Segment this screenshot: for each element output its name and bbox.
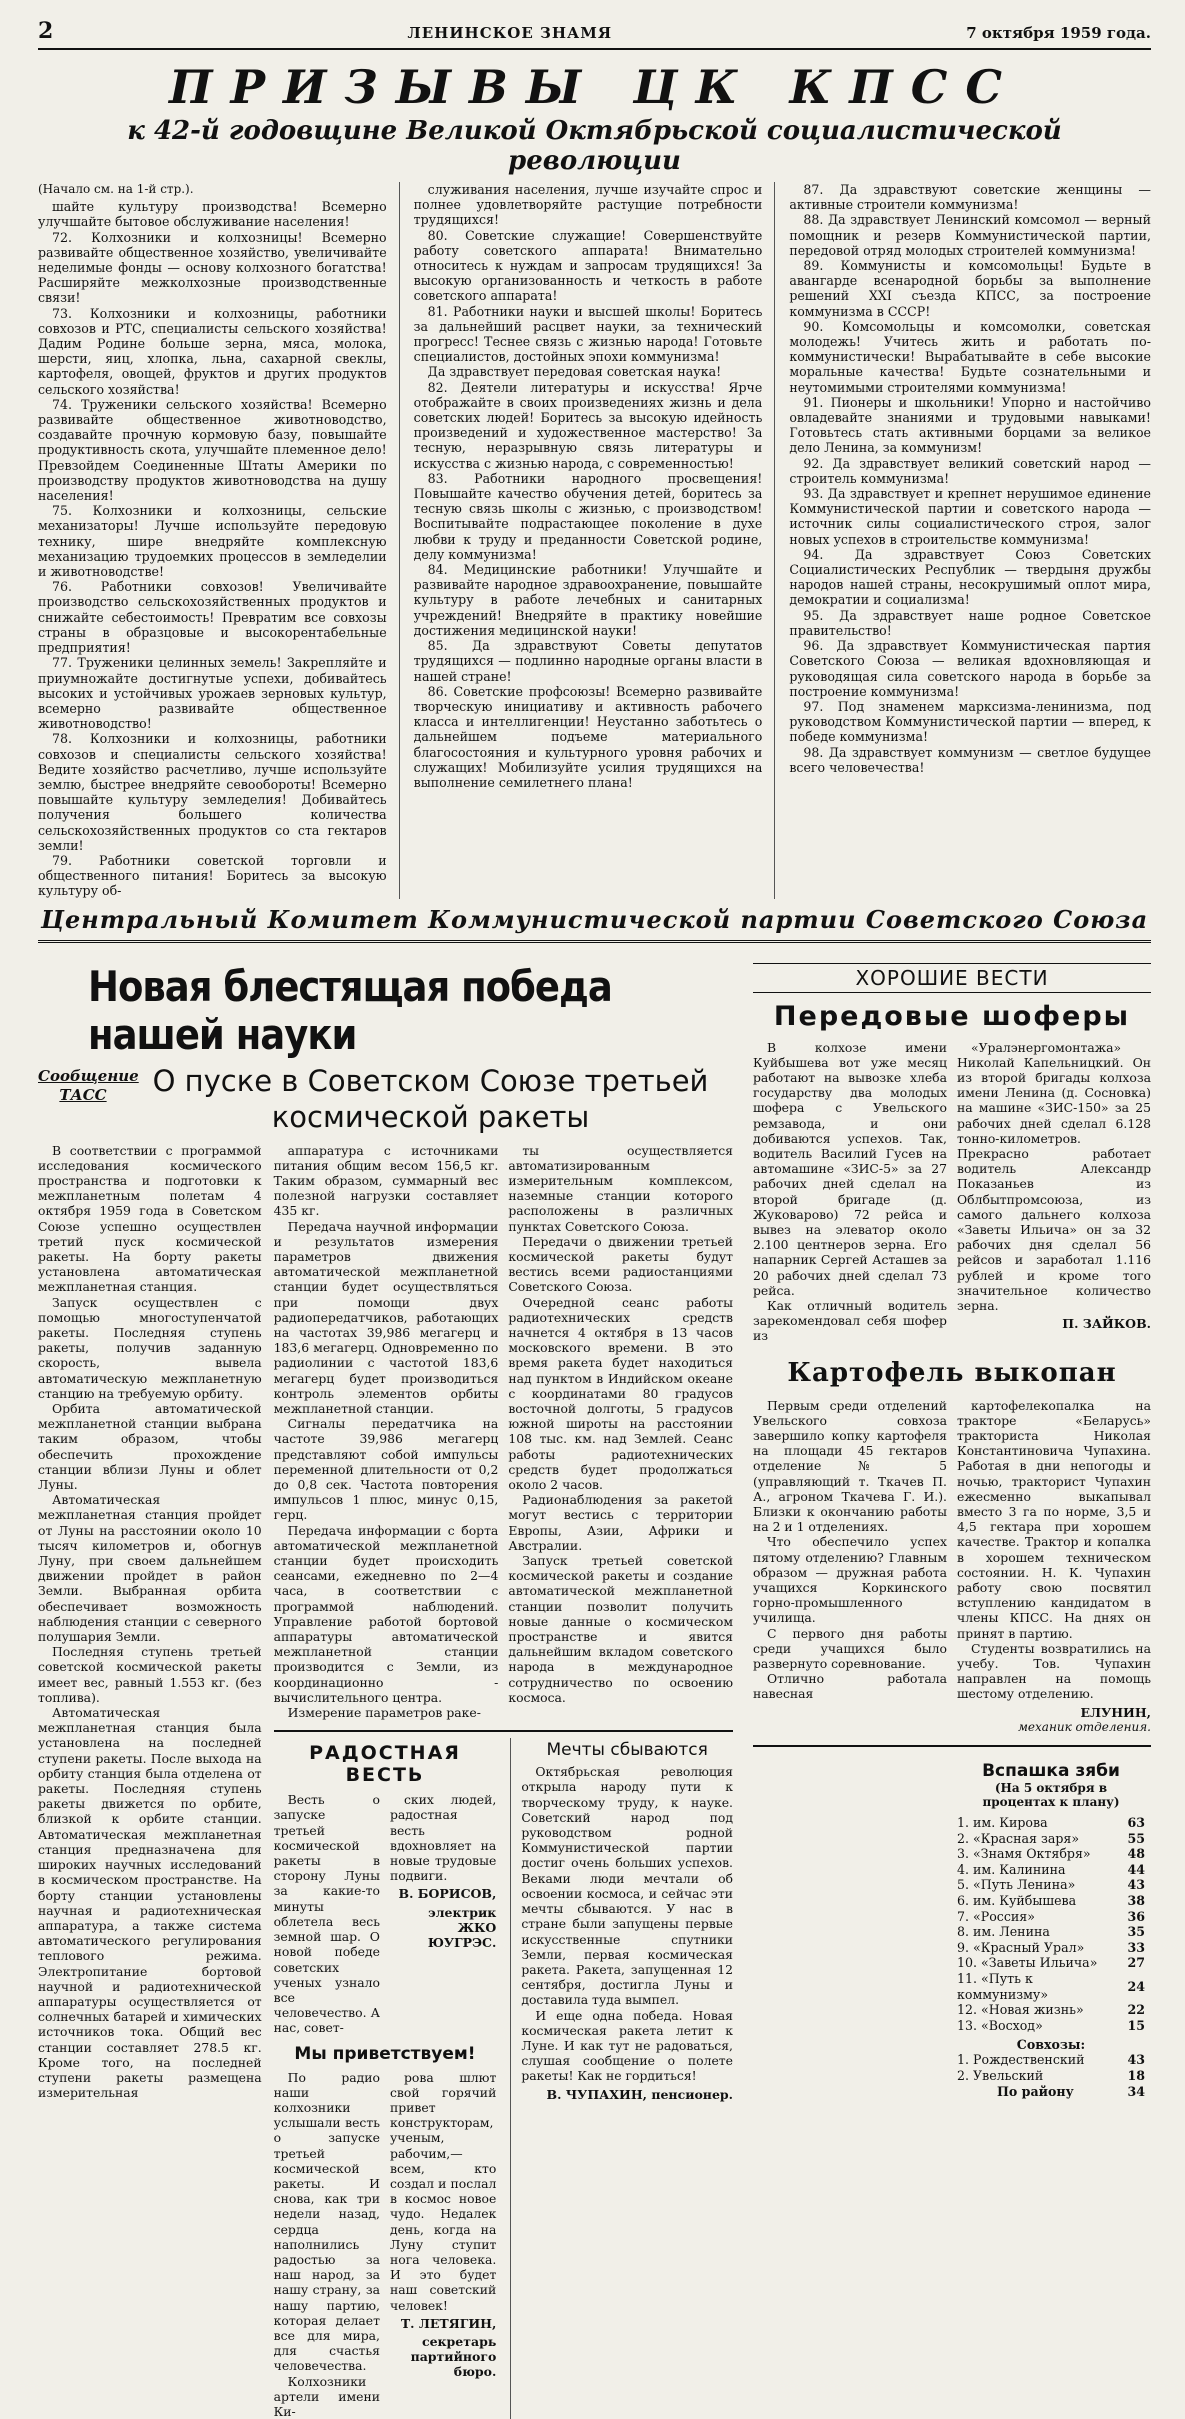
paragraph: 87. Да здравствуют советские женщины — активные строители коммунизма! — [789, 182, 1151, 213]
appeals-column-3 — [789, 182, 1151, 899]
row-name: 4. им. Калинина — [957, 1861, 1066, 1877]
potato-title: Картофель выкопан — [787, 1357, 1117, 1388]
paragraph: Отлично работала навесная — [753, 1671, 947, 1702]
plowing-table-box — [957, 1761, 1151, 2099]
paragraph: 92. Да здравствует великий советский народ — строитель коммунизма! — [789, 455, 1151, 486]
paragraph: 78. Колхозники и колхозницы, работники совхозов и специалисты сельского хозяйства! Ведите хозяйство расчетливо, лучше используйте землю, быстрее внедряйте севообороты! Всемерно повышайте культуру земледелия! Добивайтесь получения большего количества сельскохозяйственных продуктов со ста гектаров земли! — [38, 731, 387, 853]
greet-column-1 — [274, 2070, 380, 2419]
paragraph: Весть о запуске третьей космической ракеты в сторону Луны за какие-то минуты облетела весь земной шар. О новой победе советских ученых узнало все человечество. А нас, совет- — [273, 1792, 380, 2036]
row-name: 7. «Россия» — [957, 1908, 1035, 1924]
right-column — [753, 951, 1151, 2419]
paragraph: Студенты возвратились на учебу. Тов. Чупахин направлен на помощь шестому отделению. — [957, 1640, 1151, 1702]
row-name: 12. «Новая жизнь» — [957, 2002, 1084, 2018]
paragraph: Передача информации с борта автоматической межпланетной станции будет происходить сеансами, ежедневно по 2—4 часа, в соответствии с программой наблюдений. Управление работой бортовой аппаратуры автоматической межпланетной станции производится с Земли, из координационно - вычислительного центра. — [273, 1522, 499, 1705]
drivers-column-2 — [957, 1040, 1151, 1344]
greet-columns — [274, 2070, 497, 2419]
reactions-box — [274, 1730, 733, 2419]
paragraph: Орбита автоматической межпланетной станции выбрана таким образом, чтобы обеспечить прохождение станции вблизи Луны и облет Луны. — [38, 1401, 262, 1493]
row-value: 38 — [1127, 1893, 1145, 1909]
table-row — [957, 2002, 1145, 2018]
row-value: 55 — [1127, 1830, 1145, 1846]
science-column-3 — [508, 1143, 733, 1721]
paragraph: 84. Медицинские работники! Улучшайте и развивайте народное здравоохранение, повышайте культуру в работе лечебных и санитарных учреждений! Внедряйте в практику новейшие достижения медицинской науки! — [413, 562, 763, 638]
appeals-title: ПРИЗЫВЫ ЦК КПСС — [169, 60, 1020, 114]
greet-author: Т. ЛЕТЯГИН, — [400, 2315, 497, 2331]
paragraph: В колхозе имени Куйбышева вот уже месяц работают на вывозке хлеба государству два молодых шофера с Увельского ремзавода, и они добиваются успехов. Так, водитель Василий Гусев на автомашине «ЗИС-5» за 27 рабочих дней сделал на второй бригаде (д. Жуковарово) 72 рейса и вывез на элеватор около 2.100 центнеров зерна. Его напарник Сергей Асташев за 20 рабочих дней сделал 73 рейса. — [753, 1039, 947, 1298]
greet-title: Мы приветствуем! — [294, 2043, 476, 2064]
table-row — [957, 1846, 1145, 1862]
row-value: 36 — [1127, 1908, 1145, 1924]
paragraph: Передачи о движении третьей космической ракеты будут вестись всеми радиостанциями Советского Союза. — [508, 1233, 733, 1295]
paragraph: 76. Работники совхозов! Увеличивайте производство сельскохозяйственных продуктов и снижайте себестоимость! Превратим все совхозы страны в образцовые и высокорентабельные предприятия! — [38, 579, 387, 656]
science-columns — [38, 1143, 733, 2419]
paragraph: 80. Советские служащие! Совершенствуйте работу советского аппарата! Внимательно относитесь к нуждам и запросам трудящихся! За высокую организованность и четкость в работе советского аппарата! — [413, 227, 763, 304]
dreams-article — [510, 1738, 733, 2419]
paragraph: Измерение параметров раке- — [287, 1705, 481, 1721]
greet-author-title: секретарь партийного бюро. — [410, 2333, 497, 2380]
table-row — [957, 2084, 1145, 2100]
potato-column-1 — [753, 1398, 947, 1735]
drivers-columns — [753, 1040, 1151, 1344]
sovkhoz-table — [957, 2052, 1145, 2083]
row-name: 3. «Знамя Октября» — [957, 1846, 1091, 1862]
paragraph: Сигналы передатчика на частоте 39,986 мегагерц представляют собой импульсы переменной длительности от 0,2 до 0,8 сек. Частота повторения импульсов 1 плюс, минус 0,15, герц. — [273, 1416, 499, 1523]
paragraph: Последняя ступень третьей советской космической ракеты имеет вес, равный 1.553 кг. (без топлива). — [38, 1644, 262, 1705]
paragraph: Запуск третьей советской космической ракеты и создание автоматической межпланетной станции позволит получить новые данные о космическом пространстве и явится дальнейшим вкладом советского народа в международное сотрудничество по освоению космоса. — [508, 1553, 733, 1705]
radost-columns — [274, 1792, 497, 2035]
science-subhead-row — [38, 1063, 733, 1135]
paragraph: Что обеспечило успех пятому отделению? Главным образом — дружная работа учащихся Коркинского горно-промышленного училища. — [753, 1534, 947, 1626]
tass-label: Сообщение ТАСС — [38, 1066, 139, 1104]
science-right-area — [274, 1143, 733, 2419]
row-name: 5. «Путь Ленина» — [957, 1877, 1076, 1893]
drivers-column-1 — [753, 1040, 947, 1344]
table-row — [957, 2018, 1145, 2034]
row-value: 33 — [1127, 1939, 1145, 1955]
row-value: 63 — [1127, 1815, 1145, 1831]
row-value: 44 — [1127, 1861, 1145, 1877]
table-row — [957, 1815, 1145, 1831]
total-value: 34 — [1127, 2083, 1145, 2099]
paper-name: ЛЕНИНСКОЕ ЗНАМЯ — [407, 24, 613, 42]
paragraph: рова шлют свой горячий привет конструкторам, ученым, рабочим,—всем, кто создал и послал в космос новое чудо. Недалек день, когда на Луну ступит нога человека. И это будет наш советский человек! — [389, 2069, 497, 2313]
paragraph: 98. Да здравствует коммунизм — светлое будущее всего человечества! — [789, 744, 1151, 775]
paragraph: картофелекопалка на тракторе «Беларусь» тракториста Николая Константиновича Чупахина. Работая в дни непогоды и ночью, тракторист Чупахин ежесменно выкапывал вместо 3 га по норме, 3,5 и 4,5 гектара при хорошем качестве. Трактор и копалка в хорошем техническом состоянии. Н. К. Чупахин работу свою посвятил вступлению кандидатом в члены КПСС. На днях он принят в партию. — [957, 1397, 1151, 1641]
paragraph: С первого дня работы среди учащихся было развернуто соревнование. — [753, 1625, 947, 1672]
paragraph: 88. Да здравствует Ленинский комсомол — верный помощник и резерв Коммунистической партии, передовой отряд молодых строителей коммунизма! — [789, 212, 1151, 258]
row-name: 2. «Красная заря» — [957, 1830, 1080, 1846]
science-article — [38, 951, 733, 2419]
row-name: 1. им. Кирова — [957, 1815, 1048, 1831]
paragraph: Как отличный водитель зарекомендовал себя шофер из — [753, 1298, 947, 1344]
radost-column-2 — [390, 1792, 496, 2035]
paragraph: По радио наши колхозники услышали весть о запуске третьей космической ракеты. И снова, как три недели назад, сердца наполнились радостью за наш народ, за нашу страну, за нашу партию, которая делает все для мира, для счастья человечества. — [273, 2069, 380, 2374]
row-value: 18 — [1127, 2067, 1145, 2083]
issue-date: 7 октября 1959 года. — [966, 24, 1151, 42]
science-column-2 — [274, 1143, 499, 1721]
table-row — [957, 1862, 1145, 1878]
row-value: 43 — [1127, 2052, 1145, 2068]
appeals-signature: Центральный Комитет Коммунистической партии Советского Союза — [38, 905, 1151, 943]
paragraph: Да здравствует передовая советская наука! — [427, 364, 722, 380]
radost-title: РАДОСТНАЯ ВЕСТЬ — [309, 1742, 461, 1787]
paragraph: 90. Комсомольцы и комсомолки, советская молодежь! Учитесь жить и работать по-коммунистически! Вырабатывайте в себе высокие моральные качества! Будьте сознательными и неутомимыми строителями коммунизма! — [789, 318, 1151, 395]
total-label: По району — [997, 2083, 1074, 2099]
potato-column-2 — [957, 1398, 1151, 1735]
dreams-title: Мечты сбываются — [546, 1740, 708, 1761]
row-name: 1. Рождественский — [957, 2052, 1085, 2068]
paragraph: шайте культуру производства! Всемерно улучшайте бытовое обслуживание населения! — [38, 199, 387, 230]
good-news-label: ХОРОШИЕ ВЕСТИ — [753, 963, 1151, 993]
row-name: 11. «Путь к коммунизму» — [957, 1971, 1049, 2002]
sovkhoz-label: Совхозы: — [1016, 2037, 1086, 2053]
paragraph: Колхозники артели имени Ки- — [273, 2373, 380, 2419]
potato-author: ЕЛУНИН, — [1080, 1704, 1151, 1720]
paragraph: ты осуществляется автоматизированным измерительным комплексом, наземные станции которого расположены в различных пунктах Советского Союза. — [508, 1142, 733, 1234]
continued-note: (Начало см. на 1-й стр.). — [38, 182, 194, 196]
plowing-subtitle: (На 5 октября в процентах к плану) — [982, 1781, 1120, 1810]
paragraph: Передача научной информации и результатов измерения параметров движения автоматической межпланетной станции будет осуществляться при помощи двух радиопередатчиков, работающих на частотах 39,986 мегагерц и 183,6 мегагерц. Одновременно по радиолинии с частотой 183,6 мегагерц будет производиться контроль элементов орбиты межпланетной станции. — [273, 1218, 499, 1416]
row-name: 10. «Заветы Ильича» — [957, 1955, 1098, 1971]
paragraph: Автоматическая межпланетная станция пройдет от Луны на расстоянии около 10 тысяч километров и, обогнув Луну, при своем дальнейшем движении пройдет в район Земли. Выбранная орбита обеспечивает возможность наблюдения станции с северного полушария Земли. — [38, 1492, 262, 1645]
paragraph: служивания населения, лучше изучайте спрос и полнее удовлетворяйте растущие потребности трудящихся! — [413, 182, 763, 228]
lower-section — [38, 951, 1151, 2419]
row-value: 43 — [1127, 1877, 1145, 1893]
science-column-1 — [38, 1143, 262, 2419]
row-value: 48 — [1127, 1846, 1145, 1862]
table-row — [957, 2068, 1145, 2084]
paragraph: Автоматическая межпланетная станция была установлена на последней ступени ракеты. После выхода на орбиту станция была отделена от ракеты. Последняя ступень ракеты движется по орбите, близкой к орбите станции. Автоматическая межпланетная станция предназначена для широких научных исследований в космическом пространстве. На борту станции установлены научная и радиотехническая аппаратура, а также система автоматического регулирования теплового режима. Электропитание бортовой научной и радиотехнической аппаратуры осуществляется от солнечных батарей и химических источников тока. Общий вес станции составляет 278.5 кг. Кроме того, на последней ступени ракеты размещена измерительная — [38, 1705, 262, 2101]
row-name: 9. «Красный Урал» — [957, 1939, 1085, 1955]
appeals-column-1 — [38, 182, 400, 899]
paragraph: 85. Да здравствуют Советы депутатов трудящихся — подлинно народные органы власти в нашей стране! — [413, 638, 763, 684]
science-columns-2-3 — [274, 1143, 733, 1721]
radost-author: В. БОРИСОВ, — [398, 1886, 497, 1902]
plowing-title: Вспашка зяби — [982, 1761, 1120, 1782]
row-value: 35 — [1127, 1924, 1145, 1940]
row-value: 22 — [1127, 2002, 1145, 2018]
table-row — [957, 1924, 1145, 1940]
paragraph: 72. Колхозники и колхозницы! Всемерно развивайте общественное хозяйство, увеличивайте неделимые фонды — основу колхозного богатства! Расширяйте межколхозные производственные связи! — [38, 229, 387, 306]
row-name: 8. им. Ленина — [957, 1924, 1050, 1940]
masthead — [38, 18, 1151, 50]
table-row — [957, 1971, 1145, 2002]
paragraph: В соответствии с программой исследования космического пространства и подготовки к межпланетным полетам 4 октября 1959 года в Советском Союзе успешно осуществлен третий пуск космической ракеты. На борту ракеты установлена автоматическая межпланетная станция. — [38, 1142, 262, 1295]
drivers-title: Передовые шоферы — [773, 1000, 1131, 1032]
dreams-author: В. ЧУПАХИН, пенсионер. — [546, 2086, 733, 2102]
paragraph: аппаратура с источниками питания общим весом 156,5 кг. Таким образом, суммарный вес полезной нагрузки составляет 435 кг. — [273, 1142, 499, 1219]
reactions-left — [274, 1738, 497, 2419]
paragraph: 86. Советские профсоюзы! Всемерно развивайте творческую инициативу и активность рабочего класса и интеллигенции! Неустанно заботьтесь о дальнейшем подъеме материального благосостояния и культурного уровня рабочих и служащих! Мобилизуйте усилия трудящихся на выполнение семилетнего плана! — [413, 683, 763, 790]
table-row — [957, 1955, 1145, 1971]
paragraph: Октябрьская революция открыла народу пути к творческому труду, к науке. Советский народ под руководством родной Коммунистической партии достиг очень больших успехов. Веками люди мечтали об освоении космоса, и сейчас эти мечты сбываются. У нас в стране были запущены первые искусственные спутники Земли, первая космическая ракета. Ракета, запущенная 12 сентября, достигла Луны и доставила туда вымпел. — [521, 1764, 733, 2008]
drivers-author: П. ЗАЙКОВ. — [1062, 1316, 1151, 1332]
paragraph: 82. Деятели литературы и искусства! Ярче отображайте в своих произведениях жизнь и дела советских людей! Боритесь за высокую идейность произведений и художественное мастерство! За тесную, неразрывную связь литературы и искусства с жизнью народа, с современностью! — [413, 379, 763, 471]
potato-columns — [753, 1398, 1151, 1735]
paragraph: 75. Колхозники и колхозницы, сельские механизаторы! Лучше используйте передовую технику, шире внедряйте комплексную механизацию трудоемких процессов в земледелии и животноводстве! — [38, 503, 387, 580]
paragraph: ских людей, радостная весть вдохновляет на новые трудовые подвиги. — [389, 1792, 497, 1884]
paragraph: 83. Работники народного просвещения! Повышайте качество обучения детей, боритесь за тесную связь школы с жизнью, с производством! Воспитывайте подрастающее поколение в духе любви к труду и преданности Советской родине, делу коммунизма! — [413, 470, 763, 562]
table-row — [957, 1940, 1145, 1956]
appeals-column-2 — [414, 182, 776, 899]
paragraph: И еще одна победа. Новая космическая ракета летит к Луне. И как тут не радоваться, слушая сообщение о полете ракеты! Как не гордиться! — [521, 2007, 733, 2084]
science-headline: Новая блестящая победа нашей науки — [88, 962, 612, 1059]
paragraph: Первым среди отделений Увельского совхоза завершило копку картофеля на площади 45 гектаров отделение № 5 (управляющий т. Ткачев П. А., агроном Ткачева Г. И.). Близки к окончанию работы на 2 и 1 отделениях. — [753, 1397, 947, 1535]
paragraph: 95. Да здравствует наше родное Советское правительство! — [789, 607, 1151, 638]
paragraph: 91. Пионеры и школьники! Упорно и настойчиво овладевайте знаниями и трудовыми навыками! Готовьтесь стать активными борцами за великое дело Ленина, за коммунизм! — [789, 394, 1151, 456]
greet-column-2 — [390, 2070, 496, 2419]
row-name: 6. им. Куйбышева — [957, 1893, 1077, 1909]
appeals-columns — [38, 182, 1151, 899]
table-row — [957, 1877, 1145, 1893]
row-name: 2. Увельский — [957, 2067, 1044, 2083]
row-value: 27 — [1127, 1955, 1145, 1971]
page-number: 2 — [38, 18, 54, 44]
table-row — [957, 1909, 1145, 1925]
table-row — [957, 2052, 1145, 2068]
paragraph: 79. Работники советской торговли и общественного питания! Боритесь за высокую культуру об- — [38, 852, 387, 899]
paragraph: 77. Труженики целинных земель! Закрепляйте и приумножайте достигнутые успехи, добивайтесь высоких и устойчивых урожаев зерновых культур, всемерно развивайте общественное животноводство! — [38, 655, 387, 732]
paragraph: 96. Да здравствует Коммунистическая партия Советского Союза — великая вдохновляющая и руководящая сила советского народа в борьбе за построение коммунизма! — [789, 638, 1151, 699]
bottom-right-columns — [753, 1745, 1151, 2099]
paragraph: Очередной сеанс работы радиотехнических средств начнется 4 октября в 13 часов московского времени. В это время ракета будет находиться над пунктом в Индийском океане с координатами 80 градусов восточной долготы, 5 градусов южной широты на расстоянии 108 тыс. км. над Землей. Сеанс работы радиотехнических средств будет продолжаться около 2 часов. — [508, 1294, 733, 1493]
table-row — [957, 1893, 1145, 1909]
dreams-spacer — [753, 1753, 947, 2099]
science-subheadline: О пуске в Советском Союзе третьей космической ракеты — [152, 1063, 709, 1134]
potato-author-title: механик отделения. — [1017, 1719, 1151, 1734]
paragraph: 93. Да здравствует и крепнет нерушимое единение Коммунистической партии и советского народа — источник силы социалистического строя, залог новых успехов в строительстве коммунизма! — [789, 486, 1151, 547]
paragraph: 81. Работники науки и высшей школы! Боритесь за дальнейший расцвет науки, за технический прогресс! Теснее связь с жизнью народа! Готовьте специалистов, достойных эпохи коммунизма! — [413, 303, 763, 365]
paragraph: Запуск осуществлен с помощью многоступенчатой ракеты. Последняя ступень ракеты, получив заданную скорость, вывела автоматическую межпланетную станцию на требуемую орбиту. — [38, 1294, 262, 1401]
paragraph: 74. Труженики сельского хозяйства! Всемерно развивайте общественное животноводство, создавайте прочную кормовую базу, повышайте продуктивность скота, улучшайте племенное дело! Превзойдем Соединенные Штаты Америки по производству продуктов животноводства на душу населения! — [38, 396, 387, 504]
paragraph: 97. Под знаменем марксизма-ленинизма, под руководством Коммунистической партии — вперед, к победе коммунизма! — [789, 698, 1151, 745]
total-table — [957, 2084, 1145, 2100]
radost-column-1 — [274, 1792, 380, 2035]
paragraph: 94. Да здравствует Союз Советских Социалистических Республик — твердыня дружбы народов нашей страны, несокрушимый оплот мира, демократии и социализма! — [789, 546, 1151, 608]
paragraph: 73. Колхозники и колхозницы, работники совхозов и РТС, специалисты сельского хозяйства! Дадим Родине больше зерна, мяса, молока, шерсти, яиц, хлопка, льна, сахарной свеклы, картофеля, овощей, фруктов и других продуктов сельского хозяйства! — [38, 305, 387, 397]
row-value: 15 — [1127, 2017, 1145, 2033]
table-row — [957, 1831, 1145, 1847]
dreams-body — [521, 1764, 733, 2083]
radost-author-title: электрик ЖКО ЮУГРЭС. — [427, 1904, 497, 1951]
row-name: 13. «Восход» — [957, 2017, 1043, 2033]
row-value: 24 — [1127, 1978, 1145, 1994]
paragraph: «Уралэнергомонтажа» Николай Капельницкий. Он из второй бригады колхоза имени Ленина (д. Сосновка) на машине «ЗИС-150» за 25 рабочих дней сделал 6.128 тонно-километров. Прекрасно работает водитель Александр Показаньев из Облбытпромсоюза, из самого дальнего колхоза «Заветы Ильича» он за 32 рабочих дня сделал 56 рейсов и заработал 1.116 рублей и кроме того значительное количество зерна. — [957, 1039, 1151, 1313]
plowing-table — [957, 1815, 1145, 2033]
paragraph: Радионаблюдения за ракетой могут вестись с территории Европы, Азии, Африки и Австралии. — [508, 1492, 733, 1553]
appeals-subtitle: к 42-й годовщине Великой Октябрьской социалистической революции — [127, 116, 1062, 176]
paragraph: 89. Коммунисты и комсомольцы! Будьте в авангарде всенародной борьбы за выполнение решений XXI съезда КПСС, за построение коммунизма в СССР! — [789, 258, 1151, 319]
